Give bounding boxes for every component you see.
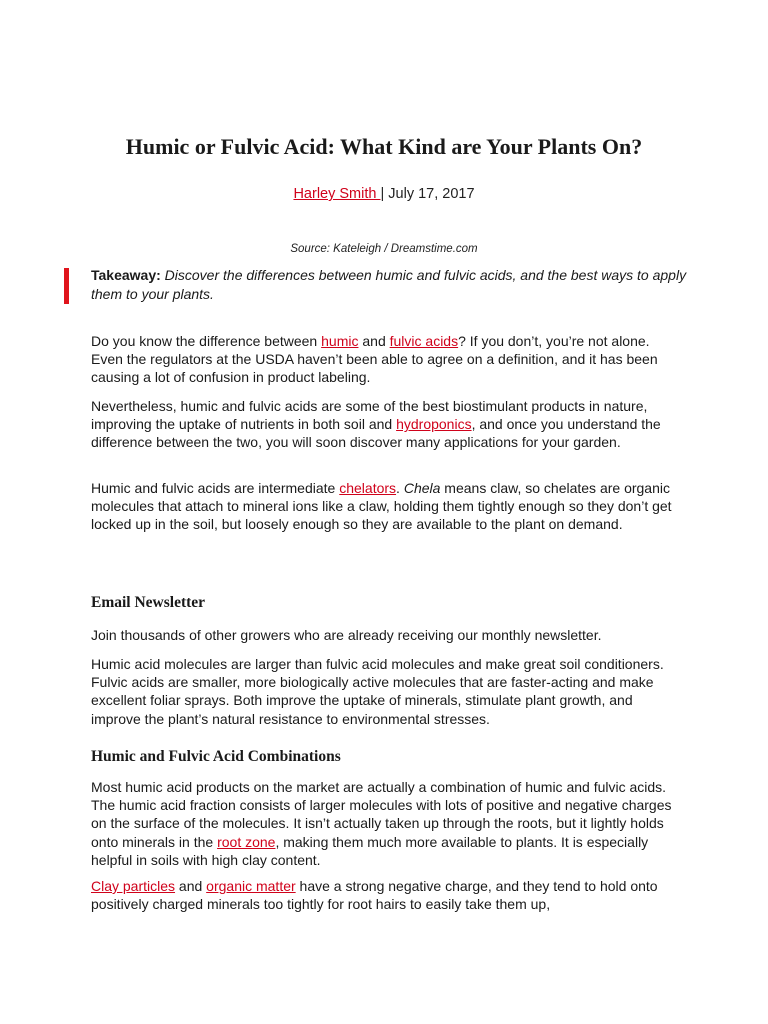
newsletter-heading: Email Newsletter [91, 594, 206, 611]
paragraph-2 [91, 397, 681, 452]
emphasis-chela: Chela [403, 480, 441, 496]
text: Humic and fulvic acids are intermediate [91, 480, 340, 496]
takeaway-text [91, 266, 691, 304]
text: . [396, 480, 404, 496]
text: Do you know the difference between [91, 333, 322, 349]
article-title: Humic or Fulvic Acid: What Kind are Your Plants On? [125, 134, 643, 159]
paragraph-newsletter: Join thousands of other growers who are already receiving our monthly newsletter. [91, 627, 602, 643]
publish-date: | July 17, 2017 [380, 186, 475, 202]
takeaway-label: Takeaway: [91, 267, 161, 283]
combinations-heading: Humic and Fulvic Acid Combinations [91, 748, 341, 765]
link-root-zone[interactable]: root zone [217, 833, 276, 850]
text: , making them much more available to plants. It is especially helpful in soils with high clay content. [91, 833, 649, 868]
author-link[interactable]: Harley Smith [293, 186, 381, 202]
takeaway-body: Discover the differences between humic and fulvic acids, and the best ways to apply them to your plants. [91, 267, 687, 302]
link-humic[interactable]: humic [321, 333, 359, 349]
paragraph-3 [91, 479, 681, 534]
text: and [175, 878, 207, 894]
text: means claw, so chelates are organic molecules that attach to mineral ions like a claw, holding them tightly enough so they don’t get locked up in the soil, but loosely enough so they are available to the plant on demand. [91, 480, 672, 533]
link-hydroponics[interactable]: hydroponics [396, 416, 472, 433]
text: ? If you don’t, you’re not alone. Even the regulators at the USDA haven’t been able to agree on a definition, and it has been causing a lot of confusion in product labeling. [91, 333, 658, 386]
byline [0, 186, 768, 202]
link-fulvic-acids[interactable]: fulvic acids [389, 333, 459, 349]
text: Nevertheless, humic and fulvic acids are some of the best biostimulant products in nature, improving the uptake of nutrients in both soil and [91, 398, 648, 433]
link-organic-matter[interactable]: organic matter [206, 878, 296, 894]
paragraph-1 [91, 332, 681, 387]
paragraph-5: Humic acid molecules are larger than fulvic acid molecules and make great soil conditioners. Fulvic acids are smaller, more biologically active molecules that are faster-acting and make excellent foliar sprays. Both improve the uptake of minerals, stimulate plant growth, and improve the plant’s natural resistance to environmental stresses. [91, 656, 664, 727]
paragraph-6 [91, 778, 681, 869]
text: , and once you understand the difference between the two, you will soon discover many applications for your garden. [91, 416, 661, 451]
image-source-caption: Source: Kateleigh / Dreamstime.com [290, 243, 478, 255]
text: Most humic acid products on the market are actually a combination of humic and fulvic acids. The humic acid fraction consists of larger molecules with lots of positive and negative charges on the surface of the molecules. It isn’t actually taken up through the roots, but it lightly holds onto minerals in the [91, 779, 672, 850]
link-clay-particles[interactable]: Clay particles [91, 878, 176, 894]
link-chelators[interactable]: chelators [339, 480, 397, 496]
text: have a strong negative charge, and they tend to hold onto positively charged minerals too tightly for root hairs to easily take them up, [91, 878, 658, 913]
paragraph-7 [91, 877, 681, 913]
takeaway-box [64, 266, 694, 304]
takeaway-accent-bar [64, 268, 69, 304]
text: and [358, 333, 390, 349]
